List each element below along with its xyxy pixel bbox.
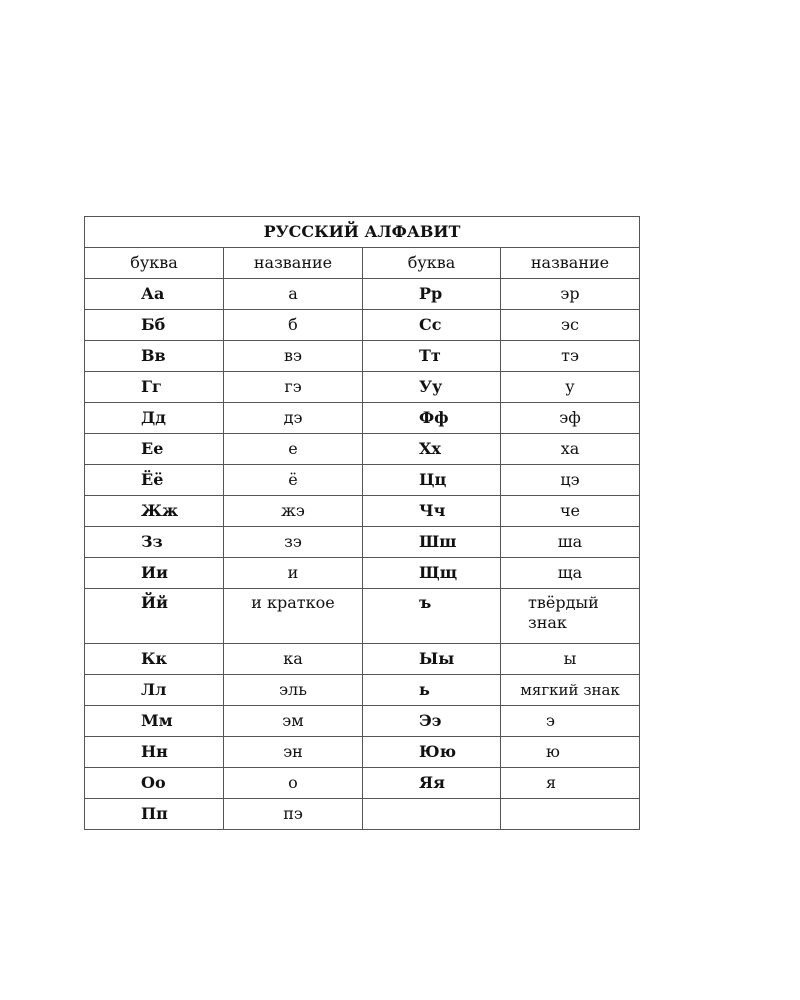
letter-left: Дд: [85, 403, 224, 434]
letter-name-right: у: [501, 372, 640, 403]
letter-left: Гг: [85, 372, 224, 403]
letter-left: Оо: [85, 768, 224, 799]
letter-name-right: тэ: [501, 341, 640, 372]
letter-left: Жж: [85, 496, 224, 527]
letter-name-left: эль: [224, 675, 363, 706]
letter-name-left: дэ: [224, 403, 363, 434]
letter-right: Фф: [363, 403, 501, 434]
letter-name-right: ы: [501, 644, 640, 675]
letter-left: Нн: [85, 737, 224, 768]
letter-right: Хх: [363, 434, 501, 465]
header-row: [85, 248, 640, 279]
letter-name-right: ща: [501, 558, 640, 589]
letter-right: Юю: [363, 737, 501, 768]
letter-left: Пп: [85, 799, 224, 830]
letter-right: Ыы: [363, 644, 501, 675]
letter-name-right: эс: [501, 310, 640, 341]
letter-name-left: жэ: [224, 496, 363, 527]
letter-name-left: ё: [224, 465, 363, 496]
table-row: [85, 589, 640, 644]
column-header-name-left: название: [224, 248, 363, 279]
letter-right: Чч: [363, 496, 501, 527]
letter-name-left: пэ: [224, 799, 363, 830]
letter-name-right: эф: [501, 403, 640, 434]
letter-name-right: цэ: [501, 465, 640, 496]
letter-left: Зз: [85, 527, 224, 558]
letter-left: Ии: [85, 558, 224, 589]
letter-right: Шш: [363, 527, 501, 558]
table-row: [85, 768, 640, 799]
letter-name-right: ю: [501, 737, 640, 768]
letter-right: Ээ: [363, 706, 501, 737]
letter-left: Аа: [85, 279, 224, 310]
letter-left: Йй: [85, 589, 224, 644]
alphabet-table: [84, 216, 640, 830]
letter-right: [363, 799, 501, 830]
table-row: [85, 434, 640, 465]
letter-name-left: вэ: [224, 341, 363, 372]
letter-left: Лл: [85, 675, 224, 706]
letter-name-right: э: [501, 706, 640, 737]
letter-name-right: ша: [501, 527, 640, 558]
table-title: РУССКИЙ АЛФАВИТ: [85, 217, 640, 248]
table-row: [85, 644, 640, 675]
table-row: [85, 465, 640, 496]
letter-name-left: е: [224, 434, 363, 465]
table-row: [85, 799, 640, 830]
letter-right: Яя: [363, 768, 501, 799]
table-row: [85, 310, 640, 341]
letter-right: Тт: [363, 341, 501, 372]
letter-right: Рр: [363, 279, 501, 310]
letter-name-left: эм: [224, 706, 363, 737]
letter-name-left: а: [224, 279, 363, 310]
table-row: [85, 496, 640, 527]
letter-right: Щщ: [363, 558, 501, 589]
letter-left: Вв: [85, 341, 224, 372]
letter-right: Цц: [363, 465, 501, 496]
letter-right: ъ: [363, 589, 501, 644]
letter-name-right: ха: [501, 434, 640, 465]
letter-name-left: ка: [224, 644, 363, 675]
letter-left: Кк: [85, 644, 224, 675]
letter-name-right: че: [501, 496, 640, 527]
letter-name-left: зэ: [224, 527, 363, 558]
letter-left: Бб: [85, 310, 224, 341]
table-row: [85, 558, 640, 589]
table-row: [85, 675, 640, 706]
letter-name-left: и: [224, 558, 363, 589]
letter-left: Мм: [85, 706, 224, 737]
column-header-letter-right: буква: [363, 248, 501, 279]
letter-name-left: о: [224, 768, 363, 799]
table-row: [85, 403, 640, 434]
letter-name-right: эр: [501, 279, 640, 310]
letter-left: Ее: [85, 434, 224, 465]
letter-name-left: б: [224, 310, 363, 341]
letter-name-left: эн: [224, 737, 363, 768]
table-body: [85, 279, 640, 830]
table-row: [85, 706, 640, 737]
letter-name-left: гэ: [224, 372, 363, 403]
table-row: [85, 527, 640, 558]
letter-name-right: [501, 799, 640, 830]
table-row: [85, 737, 640, 768]
letter-name-right: твёрдый знак: [501, 589, 640, 644]
column-header-name-right: название: [501, 248, 640, 279]
table-row: [85, 279, 640, 310]
letter-left: Ёё: [85, 465, 224, 496]
table-row: [85, 341, 640, 372]
letter-name-right: я: [501, 768, 640, 799]
letter-name-left: и краткое: [224, 589, 363, 644]
letter-right: Уу: [363, 372, 501, 403]
letter-right: ь: [363, 675, 501, 706]
letter-right: Сс: [363, 310, 501, 341]
column-header-letter-left: буква: [85, 248, 224, 279]
table-row: [85, 372, 640, 403]
letter-name-right: мягкий знак: [501, 675, 640, 706]
